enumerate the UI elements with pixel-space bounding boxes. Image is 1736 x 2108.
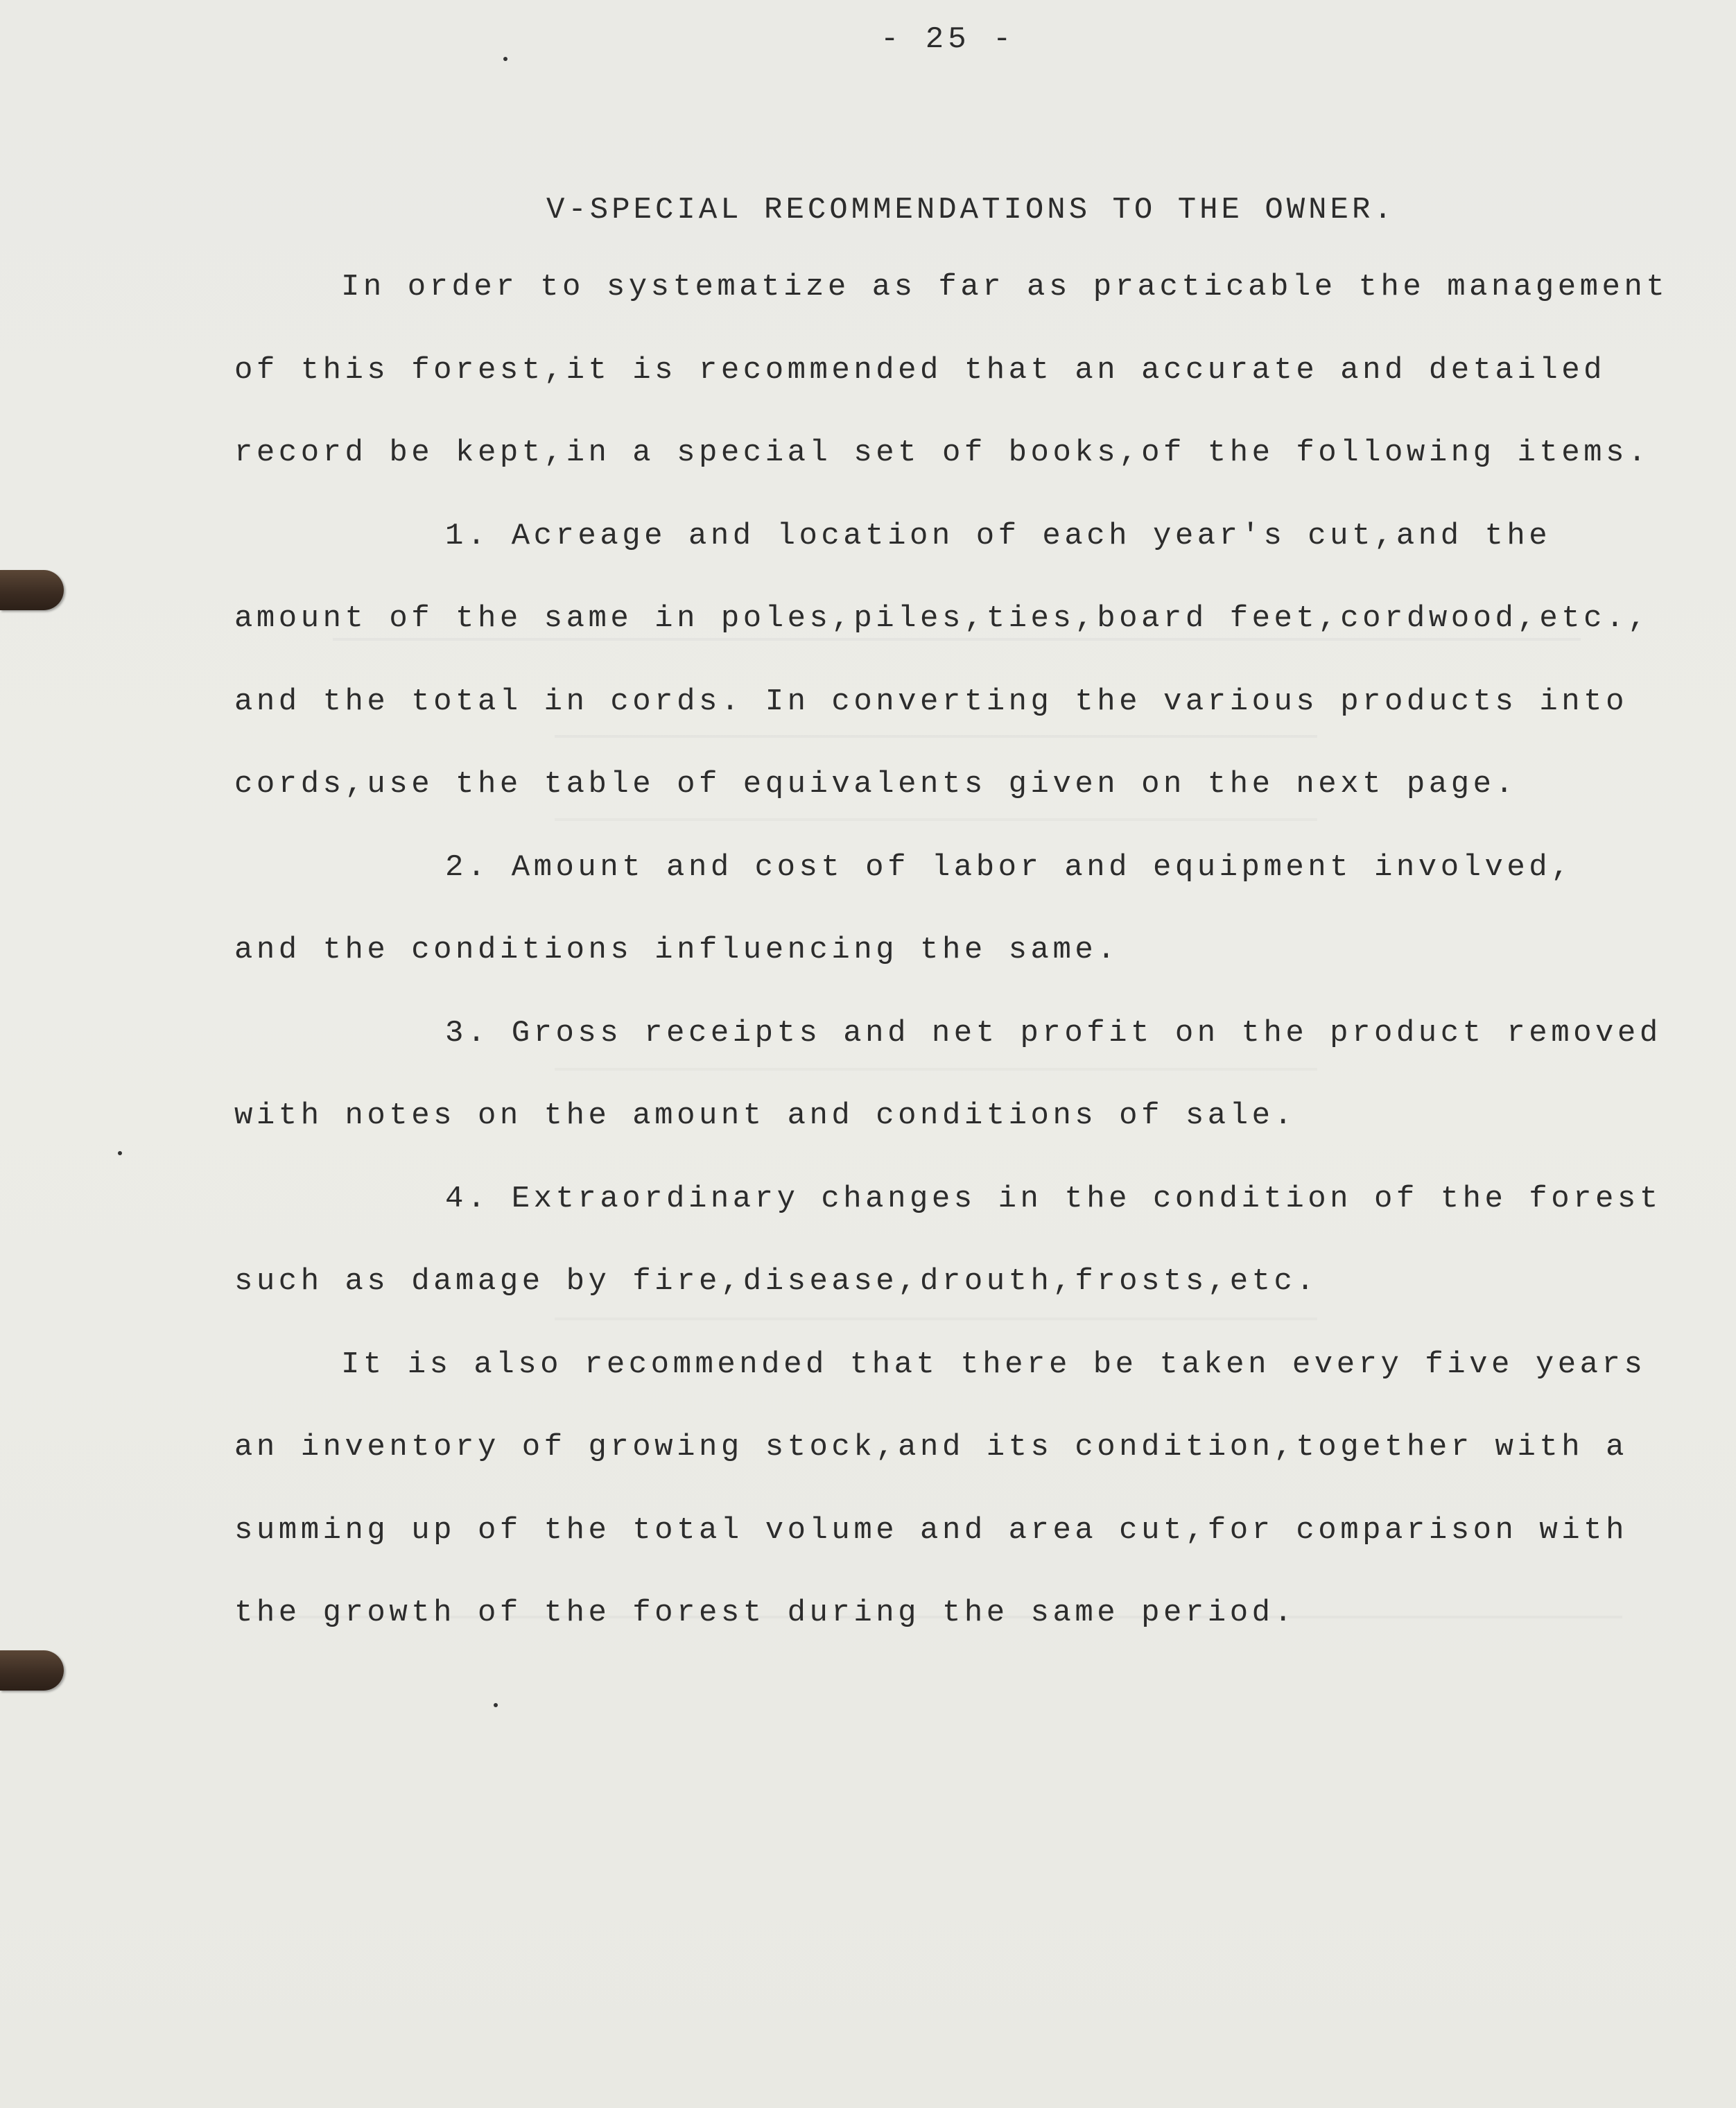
section-heading: V-SPECIAL RECOMMENDATIONS TO THE OWNER. — [546, 193, 1396, 227]
text-line: the growth of the forest during the same period. — [234, 1596, 1296, 1630]
bleed-through-mark — [555, 1068, 1317, 1071]
text-line: 4. Extraordinary changes in the condition of the forest — [445, 1182, 1662, 1216]
bleed-through-mark — [555, 818, 1317, 821]
binding-tab-upper — [0, 570, 64, 610]
text-line: an inventory of growing stock,and its condition,together with a — [234, 1430, 1628, 1465]
bleed-through-mark — [555, 1318, 1317, 1320]
text-line: with notes on the amount and conditions of sale. — [234, 1098, 1296, 1133]
text-line: In order to systematize as far as practicable the management — [341, 270, 1669, 304]
text-line: 3. Gross receipts and net profit on the product removed — [445, 1016, 1662, 1051]
text-line: amount of the same in poles,piles,ties,board feet,cordwood,etc., — [234, 601, 1650, 636]
text-line: 1. Acreage and location of each year's cut,and the — [445, 519, 1552, 553]
text-line: cords,use the table of equivalents given on the next page. — [234, 767, 1518, 802]
text-line: of this forest,it is recommended that an accurate and detailed — [234, 353, 1606, 388]
paper-speck — [494, 1703, 498, 1707]
text-line: and the conditions influencing the same. — [234, 933, 1120, 967]
text-line: and the total in cords. In converting the various products into — [234, 684, 1628, 719]
page-number: - 25 - — [880, 22, 1016, 57]
text-line: 2. Amount and cost of labor and equipment involved, — [445, 850, 1574, 885]
binding-tab-lower — [0, 1650, 64, 1691]
paper-speck — [503, 57, 507, 61]
bleed-through-mark — [555, 735, 1317, 738]
paper-speck — [118, 1151, 122, 1155]
text-line: record be kept,in a special set of books,of the following items. — [234, 435, 1650, 470]
text-line: It is also recommended that there be taken every five years — [341, 1347, 1647, 1382]
bleed-through-mark — [333, 638, 1581, 641]
text-line: such as damage by fire,disease,drouth,frosts,etc. — [234, 1264, 1319, 1299]
text-line: summing up of the total volume and area cut,for comparison with — [234, 1513, 1628, 1548]
